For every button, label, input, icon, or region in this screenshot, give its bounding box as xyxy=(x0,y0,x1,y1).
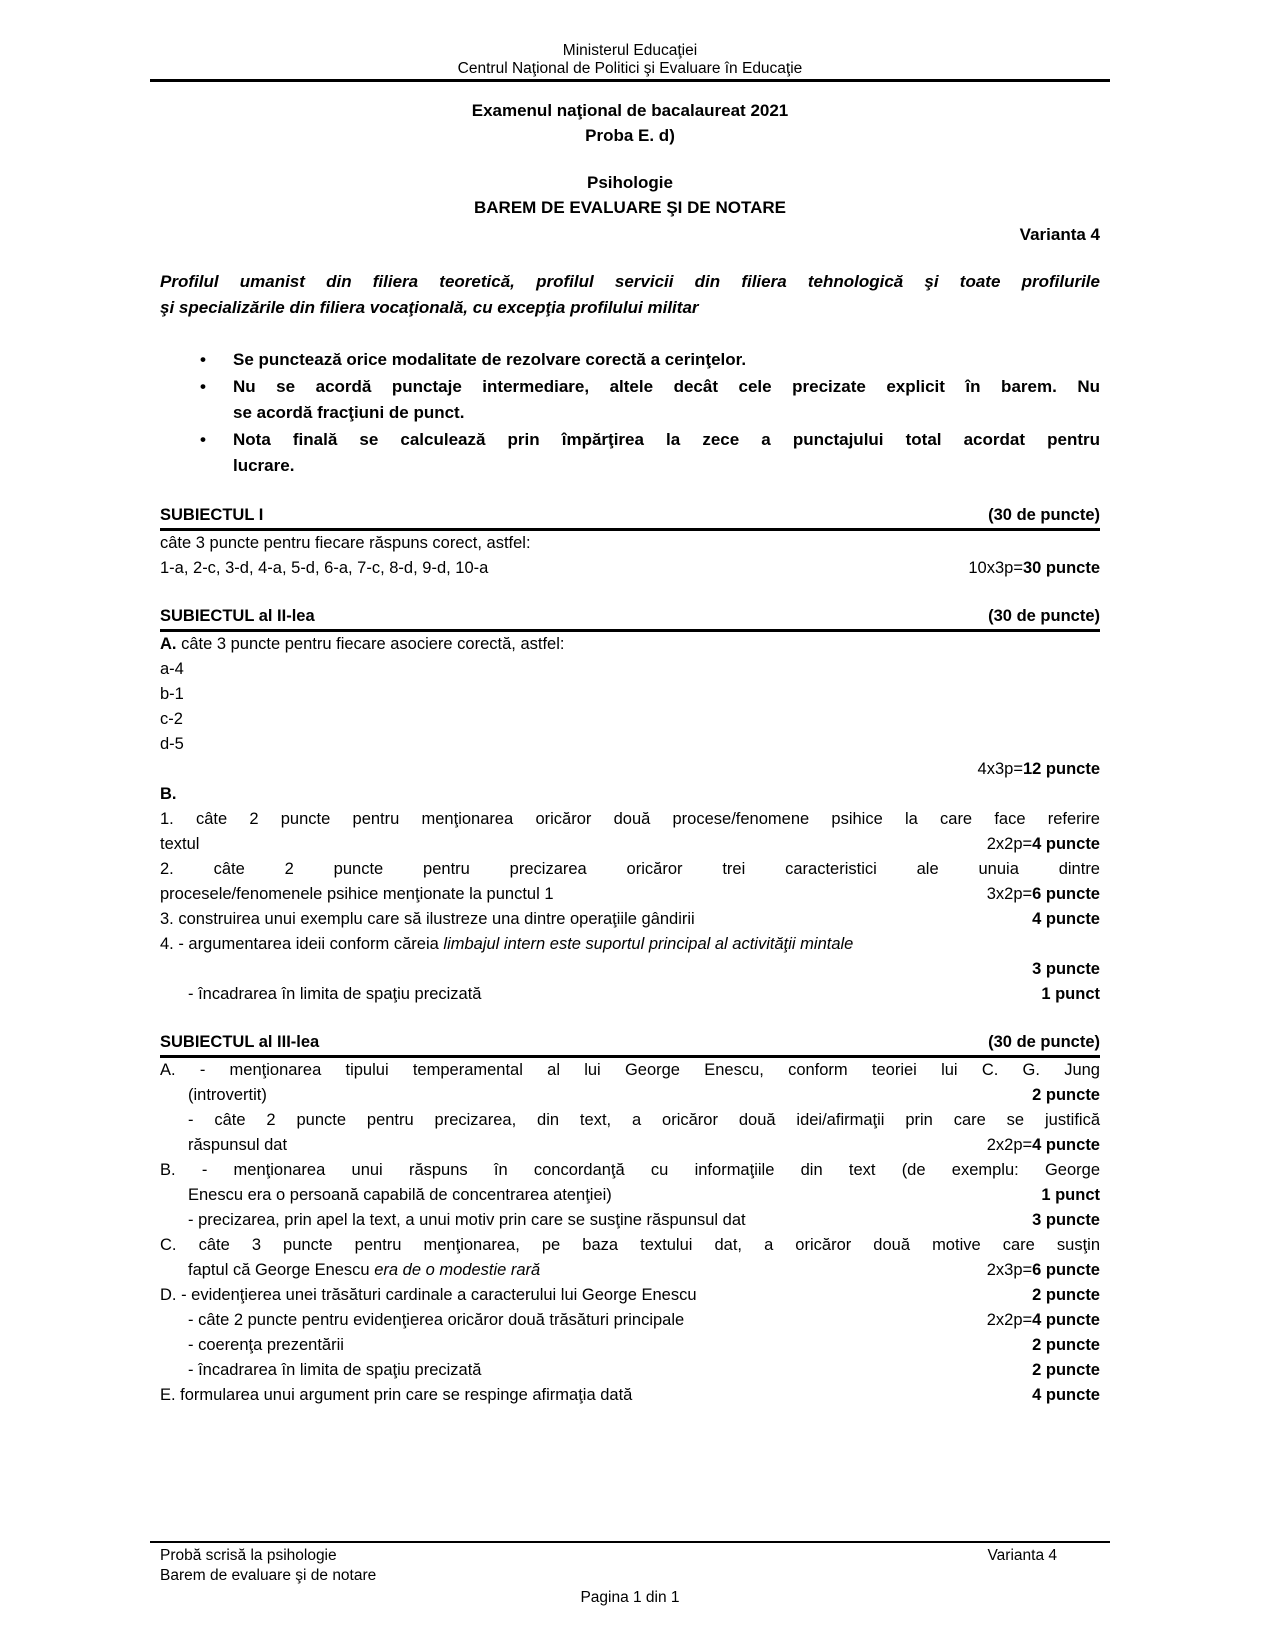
s3-c-left xyxy=(188,1258,550,1283)
s3-a-line2 xyxy=(160,1083,1100,1108)
footer-line1 xyxy=(160,1546,1100,1566)
score-formula: 2x2p= xyxy=(986,834,1033,853)
rule-item-1-text xyxy=(233,347,1100,374)
section-subject-1 xyxy=(160,503,1100,581)
s3-a-line3: - câte 2 puncte pentru precizarea, din text, a oricăror două idei/afirmaţii prin care se justifică xyxy=(188,1110,1100,1129)
discipline-title: Psihologie xyxy=(587,173,673,192)
score-points: 2 puncte xyxy=(1032,1360,1100,1379)
s2-item3-line1 xyxy=(160,907,1100,932)
s3-a-left: (introvertit) xyxy=(188,1085,267,1104)
s2-item4-line3 xyxy=(160,982,1100,1007)
rule-item-3-line2: lucrare. xyxy=(233,456,295,475)
footer-doc-subtitle: Barem de evaluare şi de notare xyxy=(160,1567,377,1584)
part-a-score xyxy=(978,760,1100,778)
s3-d-left: D. - evidenţierea unei trăsături cardinale a caracterului lui George Enescu xyxy=(160,1285,697,1304)
header-ministry: Ministerul Educaţiei xyxy=(562,42,698,59)
s3-b-left: Enescu era o persoană capabilă de concentrarea atenţiei) xyxy=(188,1185,612,1204)
bullet-icon: • xyxy=(200,376,206,396)
s3-e-line1 xyxy=(160,1383,1100,1408)
score-formula: 2x3p= xyxy=(986,1260,1033,1279)
subject-2-title: SUBIECTUL al II-lea xyxy=(160,606,315,625)
subject-3-total-points: (30 de puncte) xyxy=(988,1032,1100,1051)
s3-c-line1: C. câte 3 puncte pentru menţionarea, pe baza textului dat, a oricăror două motive care susţin xyxy=(160,1235,1100,1254)
s3-d-score xyxy=(987,1308,1100,1333)
s2-item2-line2 xyxy=(160,882,1100,907)
part-a-score-row xyxy=(160,757,1100,782)
s2-item3-left: 3. construirea unui exemplu care să ilustreze una dintre operaţiile gândirii xyxy=(160,909,695,928)
s3-d-line2 xyxy=(160,1308,1100,1333)
s2-item4-line1 xyxy=(160,932,1100,957)
s2-item1-left: textul xyxy=(160,834,200,853)
s3-b-left2: - precizarea, prin apel la text, a unui motiv prin care se susţine răspunsul dat xyxy=(188,1210,746,1229)
barem-title: BAREM DE EVALUARE ŞI DE NOTARE xyxy=(473,198,786,217)
probe-title: Proba E. d) xyxy=(585,126,675,145)
score-formula: 2x2p= xyxy=(986,1135,1033,1154)
score-points: 4 puncte xyxy=(1032,834,1100,853)
subject-1-answers-row xyxy=(160,556,1100,581)
s3-d-line1 xyxy=(160,1283,1100,1308)
header-rule xyxy=(150,79,1110,82)
rule-item-3 xyxy=(200,427,1100,480)
s2-item4-text: 4. - argumentarea ideii conform căreia xyxy=(160,934,439,953)
rule-item-2-text xyxy=(233,374,1100,427)
subject-3-title: SUBIECTUL al III-lea xyxy=(160,1032,320,1051)
rule-item-1-line1: Se punctează orice modalitate de rezolvare corectă a cerinţelor. xyxy=(233,350,747,369)
profile-note xyxy=(160,269,1100,321)
bullet-icon: • xyxy=(200,350,206,369)
footer-doc-title: Probă scrisă la psihologie xyxy=(160,1547,337,1564)
subject-2-heading xyxy=(160,604,1100,632)
score-points: 6 puncte xyxy=(1032,1260,1100,1279)
profile-note-line1: Profilul umanist din filiera teoretică, profilul servicii din filiera tehnologică şi toate profilurile xyxy=(160,272,1100,291)
s2-item4-score-row: 3 puncte xyxy=(1032,959,1100,978)
score-points: 2 puncte xyxy=(1032,1335,1100,1354)
footer-page-number: Pagina 1 din 1 xyxy=(580,1589,680,1606)
score-points: 30 puncte xyxy=(1022,558,1100,577)
footer-rule xyxy=(150,1541,1110,1543)
section-subject-2 xyxy=(160,604,1100,1007)
score-points: 1 punct xyxy=(1041,984,1100,1003)
score-points: 4 puncte xyxy=(1032,1385,1100,1404)
page-footer xyxy=(160,1541,1100,1608)
rule-item-3-text xyxy=(233,427,1100,480)
pair-b: b-1 xyxy=(160,684,184,703)
s2-item4-sub: - încadrarea în limita de spaţiu precizată xyxy=(188,984,482,1003)
s3-c-text: faptul că George Enescu xyxy=(188,1260,370,1279)
score-formula: 2x2p= xyxy=(986,1310,1033,1329)
s2-item1-line2 xyxy=(160,832,1100,857)
bullet-icon: • xyxy=(200,429,206,449)
rule-item-2 xyxy=(200,374,1100,427)
document-header xyxy=(160,0,1100,78)
s3-d-left3: - coerenţa prezentării xyxy=(188,1335,344,1354)
score-formula: 3x2p= xyxy=(986,884,1033,903)
part-a-text: câte 3 puncte pentru fiecare asociere corectă, astfel: xyxy=(181,634,565,653)
subject-1-intro: câte 3 puncte pentru fiecare răspuns corect, astfel: xyxy=(160,533,531,552)
subject-1-total-points: (30 de puncte) xyxy=(988,505,1100,524)
pair-c: c-2 xyxy=(160,709,183,728)
s3-a-score xyxy=(987,1133,1100,1158)
grading-rules-list xyxy=(160,347,1100,480)
s2-item2-score xyxy=(987,882,1100,907)
section-subject-3 xyxy=(160,1030,1100,1408)
s3-b-line2 xyxy=(160,1183,1100,1208)
score-points: 4 puncte xyxy=(1032,1135,1100,1154)
s2-item4-quote: limbajul intern este suportul principal al activităţii mintale xyxy=(443,934,854,953)
s3-d-line3 xyxy=(160,1333,1100,1358)
s3-c-line2 xyxy=(160,1258,1100,1283)
s2-item2-left: procesele/fenomenele psihice menţionate la punctul 1 xyxy=(160,884,554,903)
s3-a-line4 xyxy=(160,1133,1100,1158)
s3-b-line1: B. - menţionarea unui răspuns în concordanţă cu informaţiile din text (de exemplu: George xyxy=(160,1160,1100,1179)
subject-1-score xyxy=(968,556,1100,581)
footer-variant: Varianta 4 xyxy=(987,1547,1057,1564)
part-b-label: B. xyxy=(160,784,177,803)
s3-d-left4: - încadrarea în limita de spaţiu precizată xyxy=(188,1360,482,1379)
exam-title: Examenul naţional de bacalaureat 2021 xyxy=(471,101,789,120)
subject-1-heading xyxy=(160,503,1100,531)
s2-item1-score xyxy=(987,832,1100,857)
subject-3-heading xyxy=(160,1030,1100,1058)
s2-item1-line1: 1. câte 2 puncte pentru menţionarea oricăror două procese/fenomene psihice la care face referire xyxy=(160,809,1100,828)
s3-c-quote: era de o modestie rară xyxy=(374,1260,541,1279)
pair-d: d-5 xyxy=(160,734,184,753)
profile-note-line2: şi specializările din filiera vocaţională, cu excepţia profilului militar xyxy=(160,298,699,317)
rule-item-3-line1: Nota finală se calculează prin împărţirea la zece a punctajului total acordat pentru xyxy=(233,429,1100,449)
s3-a-line1: A. - menţionarea tipului temperamental al lui George Enescu, conform teoriei lui C. G. Jung xyxy=(160,1060,1100,1079)
s3-e-left: E. formularea unui argument prin care se respinge afirmaţia dată xyxy=(160,1385,633,1404)
header-institution: Centrul Naţional de Politici şi Evaluare în Educaţie xyxy=(457,60,803,77)
score-points: 3 puncte xyxy=(1032,1210,1100,1229)
rule-item-2-line2: se acordă fracţiuni de punct. xyxy=(233,403,465,422)
score-points: 2 puncte xyxy=(1032,1285,1100,1304)
s3-b-line3 xyxy=(160,1208,1100,1233)
rule-item-1 xyxy=(200,347,1100,374)
score-points: 4 puncte xyxy=(1032,1310,1100,1329)
s3-a-left2: răspunsul dat xyxy=(188,1135,288,1154)
s2-item2-line1: 2. câte 2 puncte pentru precizarea oricăror trei caracteristici ale unuia dintre xyxy=(160,859,1100,878)
score-points: 2 puncte xyxy=(1032,1085,1100,1104)
pair-a: a-4 xyxy=(160,659,184,678)
subject-2-total-points: (30 de puncte) xyxy=(988,606,1100,625)
title-block xyxy=(160,98,1100,220)
s3-c-score xyxy=(987,1258,1100,1283)
part-a-label: A. xyxy=(160,634,177,653)
variant-label: Varianta 4 xyxy=(1019,225,1100,244)
score-formula: 4x3p= xyxy=(977,759,1023,778)
score-points: 4 puncte xyxy=(1032,909,1100,928)
subject-1-answers: 1-a, 2-c, 3-d, 4-a, 5-d, 6-a, 7-c, 8-d, 9-d, 10-a xyxy=(160,558,489,577)
subject-1-title: SUBIECTUL I xyxy=(160,505,264,524)
s3-d-left2: - câte 2 puncte pentru evidenţierea oricăror două trăsături principale xyxy=(188,1310,685,1329)
score-points: 1 punct xyxy=(1041,1185,1100,1204)
score-points: 6 puncte xyxy=(1032,884,1100,903)
score-formula: 10x3p= xyxy=(968,558,1023,577)
score-points: 12 puncte xyxy=(1022,759,1100,778)
rule-item-2-line1: Nu se acordă punctaje intermediare, altele decât cele precizate explicit în barem. Nu xyxy=(233,376,1100,396)
s3-d-line4 xyxy=(160,1358,1100,1383)
subject-2-part-a-intro xyxy=(160,632,1100,657)
